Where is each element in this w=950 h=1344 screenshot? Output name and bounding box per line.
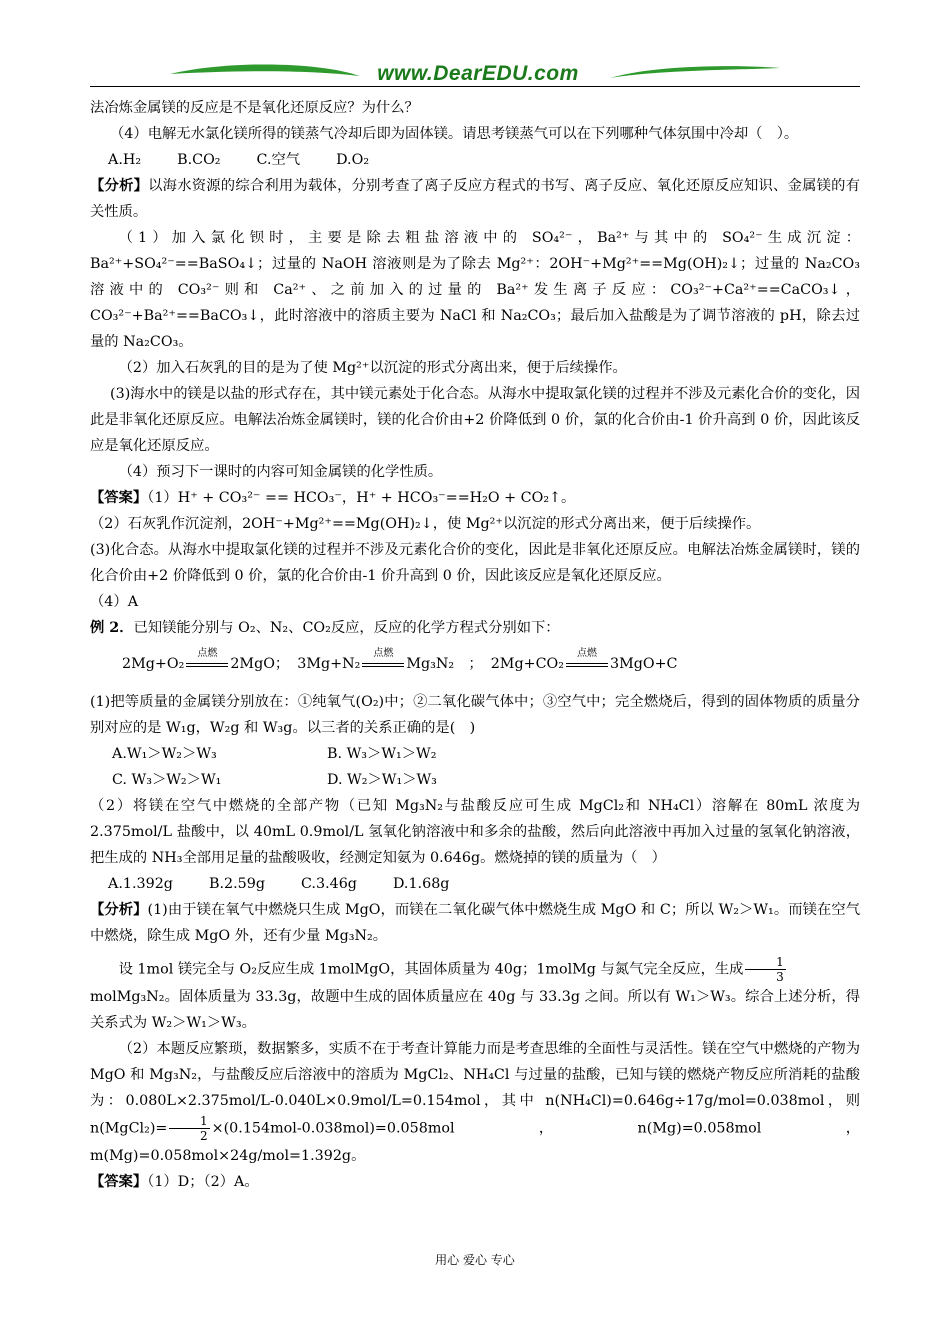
final-answer-text: （1）D；（2）A。 bbox=[147, 1174, 259, 1190]
analysis-3: (3)海水中的镁是以盐的形式存在，其中镁元素处于化合态。从海水中提取氯化镁的过程并不涉及元素化合价的变化，因此是非氧化还原反应。电解法冶炼金属镁时，镁的化合价由+2 价降低到 0 价，氯的化合价由-1 价升高到 0 价，因此该反应是氧化还原反应。 bbox=[90, 386, 860, 454]
analysis-2-2 bbox=[90, 955, 860, 984]
arrow-condition: 点燃 bbox=[576, 648, 597, 659]
options-row bbox=[90, 147, 860, 173]
analysis-2-3 bbox=[90, 1036, 860, 1169]
analysis-2: （2）加入石灰乳的目的是为了使 Mg²⁺以沉淀的形式分离出来，便于后续操作。 bbox=[118, 360, 627, 376]
question-2: （2）将镁在空气中燃烧的全部产物（已知 Mg₃N₂与盐酸反应可生成 MgCl₂和 NH₄Cl）溶解在 80mL 浓度为 2.375mol/L 盐酸中，以 40mL 0.9mol/L 氢氧化钠溶液中和多余的盐酸，然后向此溶液中再加入过量的氢氧化钠溶液，把生成的 NH₃全部用足量的盐酸吸收，经测定知氨为 0.646g。燃烧掉的镁的质量为（ ） bbox=[90, 798, 860, 866]
example-text: 已知镁能分别与 O₂、N₂、CO₂反应，反应的化学方程式分别如下： bbox=[133, 620, 560, 636]
options-row bbox=[90, 871, 860, 897]
analysis-2-3-text-a: （2）本题反应繁琐，数据繁多，实质不在于考查计算能力而是考查思维的全面性与灵活性。镁在空气中燃烧的产物为 MgO 和 Mg₃N₂，与盐酸反应后溶液中的溶质为 MgCl₂、NH₄Cl 与过量的盐酸，已知与镁的燃烧产物反应所消耗的盐酸为：0.080L×2.375mol/L-0.040L×0.9mol/L=0.154mol，其中 n(NH₄Cl)=0.646g÷17g/mol=0.038mol，则 n(MgCl₂)= bbox=[90, 1041, 860, 1137]
arrow-condition: 点燃 bbox=[197, 648, 218, 659]
eq3-left: 2Mg+CO₂ bbox=[490, 656, 564, 672]
eq1-right: 2MgO； bbox=[230, 656, 290, 672]
analysis-2-2-text-a: 设 1mol 镁完全与 O₂反应生成 1molMgO，其固体质量为 40g；1molMg 与氮气完全反应，生成 bbox=[118, 961, 744, 978]
analysis-text: 以海水资源的综合利用为载体，分别考查了离子反应方程式的书写、离子反应、氧化还原反应知识、金属镁的有关性质。 bbox=[90, 178, 861, 220]
ignite-arrow-icon bbox=[186, 648, 228, 677]
option-c: C.3.46g bbox=[301, 876, 357, 892]
option-d: D.O₂ bbox=[336, 152, 370, 168]
analysis-intro bbox=[90, 173, 860, 225]
answer-3: (3)化合态。从海水中提取氯化镁的过程并不涉及元素化合价的变化，因此是非氧化还原反应。电解法冶炼金属镁时，镁的化合价由+2 价降低到 0 价，氯的化合价由-1 价升高到 0 价，因此该反应是氧化还原反应。 bbox=[90, 542, 860, 584]
option-c: C. W₃＞W₂＞W₁ bbox=[112, 772, 222, 788]
eq3-right: 3MgO+C bbox=[609, 656, 678, 672]
ignite-arrow-icon bbox=[362, 648, 404, 677]
eq1-left: 2Mg+O₂ bbox=[122, 656, 185, 672]
option-b: B.2.59g bbox=[208, 876, 265, 892]
option-d: D. W₂＞W₁＞W₃ bbox=[327, 772, 437, 788]
option-b: B. W₃＞W₁＞W₂ bbox=[327, 746, 437, 762]
example-2 bbox=[90, 615, 860, 641]
answer-label: 【答案】 bbox=[90, 490, 148, 506]
analysis-2-1 bbox=[90, 897, 860, 949]
option-c: C.空气 bbox=[256, 152, 301, 168]
answer-2: （2）石灰乳作沉淀剂，2OH⁻+Mg²⁺==Mg(OH)₂↓，使 Mg²⁺以沉淀的形式分离出来，便于后续操作。 bbox=[90, 516, 761, 532]
options-grid bbox=[90, 741, 860, 793]
eq2-right: Mg₃N₂ ； bbox=[406, 656, 483, 672]
fraction-denominator: 3 bbox=[776, 970, 784, 984]
analysis-2-1-text: (1)由于镁在氧气中燃烧只生成 MgO，而镁在二氧化碳气体中燃烧生成 MgO 和 C；所以 W₂＞W₁。而镁在空气中燃烧，除生成 MgO 外，还有少量 Mg₃N₂。 bbox=[90, 902, 860, 944]
page-footer: 用心 爱心 专心 bbox=[435, 1253, 515, 1267]
fraction-numerator: 1 bbox=[745, 955, 785, 970]
analysis-4: （4）预习下一课时的内容可知金属镁的化学性质。 bbox=[118, 464, 443, 480]
option-d: D.1.68g bbox=[392, 876, 450, 892]
ignite-arrow-icon bbox=[566, 648, 608, 677]
example-label: 例 2． bbox=[90, 620, 134, 636]
paragraph: 法冶炼金属镁的反应是不是氧化还原反应？为什么？ bbox=[90, 100, 419, 116]
option-b: B.CO₂ bbox=[177, 152, 221, 168]
site-logo[interactable]: www.DearEDU.com bbox=[377, 62, 579, 85]
question-1: (1)把等质量的金属镁分别放在：①纯氧气(O₂)中；②二氧化碳气体中；③空气中；完全燃烧后，得到的固体物质的质量分别对应的是 W₁g，W₂g 和 W₃g。以三者的关系正确的是( ) bbox=[90, 694, 860, 736]
fraction-denominator: 2 bbox=[199, 1129, 208, 1143]
analysis-1: （1）加入氯化钡时，主要是除去粗盐溶液中的 SO₄²⁻，Ba²⁺与其中的 SO₄²⁻生成沉淀：Ba²⁺+SO₄²⁻==BaSO₄↓；过量的 NaOH 溶液则是为了除去 Mg²⁺：2OH⁻+Mg²⁺==Mg(OH)₂↓；过量的 Na₂CO₃溶液中的 CO₃²⁻则和 Ca²⁺、之前加入的过量的 Ba²⁺发生离子反应：CO₃²⁻+Ca²⁺==CaCO₃↓，CO₃²⁻+Ba²⁺==BaCO₃↓，此时溶液中的溶质主要为 NaCl 和 Na₂CO₃；最后加入盐酸是为了调节溶液的 pH，除去过量的 Na₂CO₃。 bbox=[90, 230, 860, 350]
fraction-one-third bbox=[745, 955, 785, 984]
answer-4: （4）A bbox=[90, 594, 139, 610]
question-4: （4）电解无水氯化镁所得的镁蒸气冷却后即为固体镁。请思考镁蒸气可以在下列哪种气体氛围中冷却（ ）。 bbox=[110, 126, 799, 142]
option-a: A.1.392g bbox=[108, 876, 173, 892]
answer-1 bbox=[90, 485, 860, 511]
analysis-2-3-text-b: ×(0.154mol-0.038mol)=0.058mol，n(Mg)=0.058mol，m(Mg)=0.058mol×24g/mol=1.392g。 bbox=[90, 1120, 860, 1164]
analysis-2-2-cont: molMg₃N₂。固体质量为 33.3g，故题中生成的固体质量应在 40g 与 33.3g 之间。所以有 W₁＞W₃。综合上述分析，得关系式为 W₂＞W₁＞W₃。 bbox=[90, 989, 860, 1031]
document-body bbox=[90, 95, 860, 1195]
fraction-one-half bbox=[169, 1114, 209, 1143]
arrow-condition: 点燃 bbox=[373, 648, 394, 659]
final-answer bbox=[90, 1169, 860, 1195]
analysis-label: 【分析】 bbox=[90, 178, 149, 194]
fraction-numerator: 1 bbox=[169, 1114, 209, 1129]
option-a: A.H₂ bbox=[108, 152, 142, 168]
equations-row bbox=[122, 648, 860, 677]
analysis-label: 【分析】 bbox=[90, 902, 148, 918]
option-a: A.W₁＞W₂＞W₃ bbox=[112, 746, 217, 762]
answer-1-text: （1）H⁺ + CO₃²⁻ == HCO₃⁻，H⁺ + HCO₃⁻==H₂O + CO₂↑。 bbox=[147, 490, 576, 506]
eq2-left: 3Mg+N₂ bbox=[297, 656, 361, 672]
header-divider bbox=[90, 86, 860, 87]
answer-label: 【答案】 bbox=[90, 1174, 148, 1190]
